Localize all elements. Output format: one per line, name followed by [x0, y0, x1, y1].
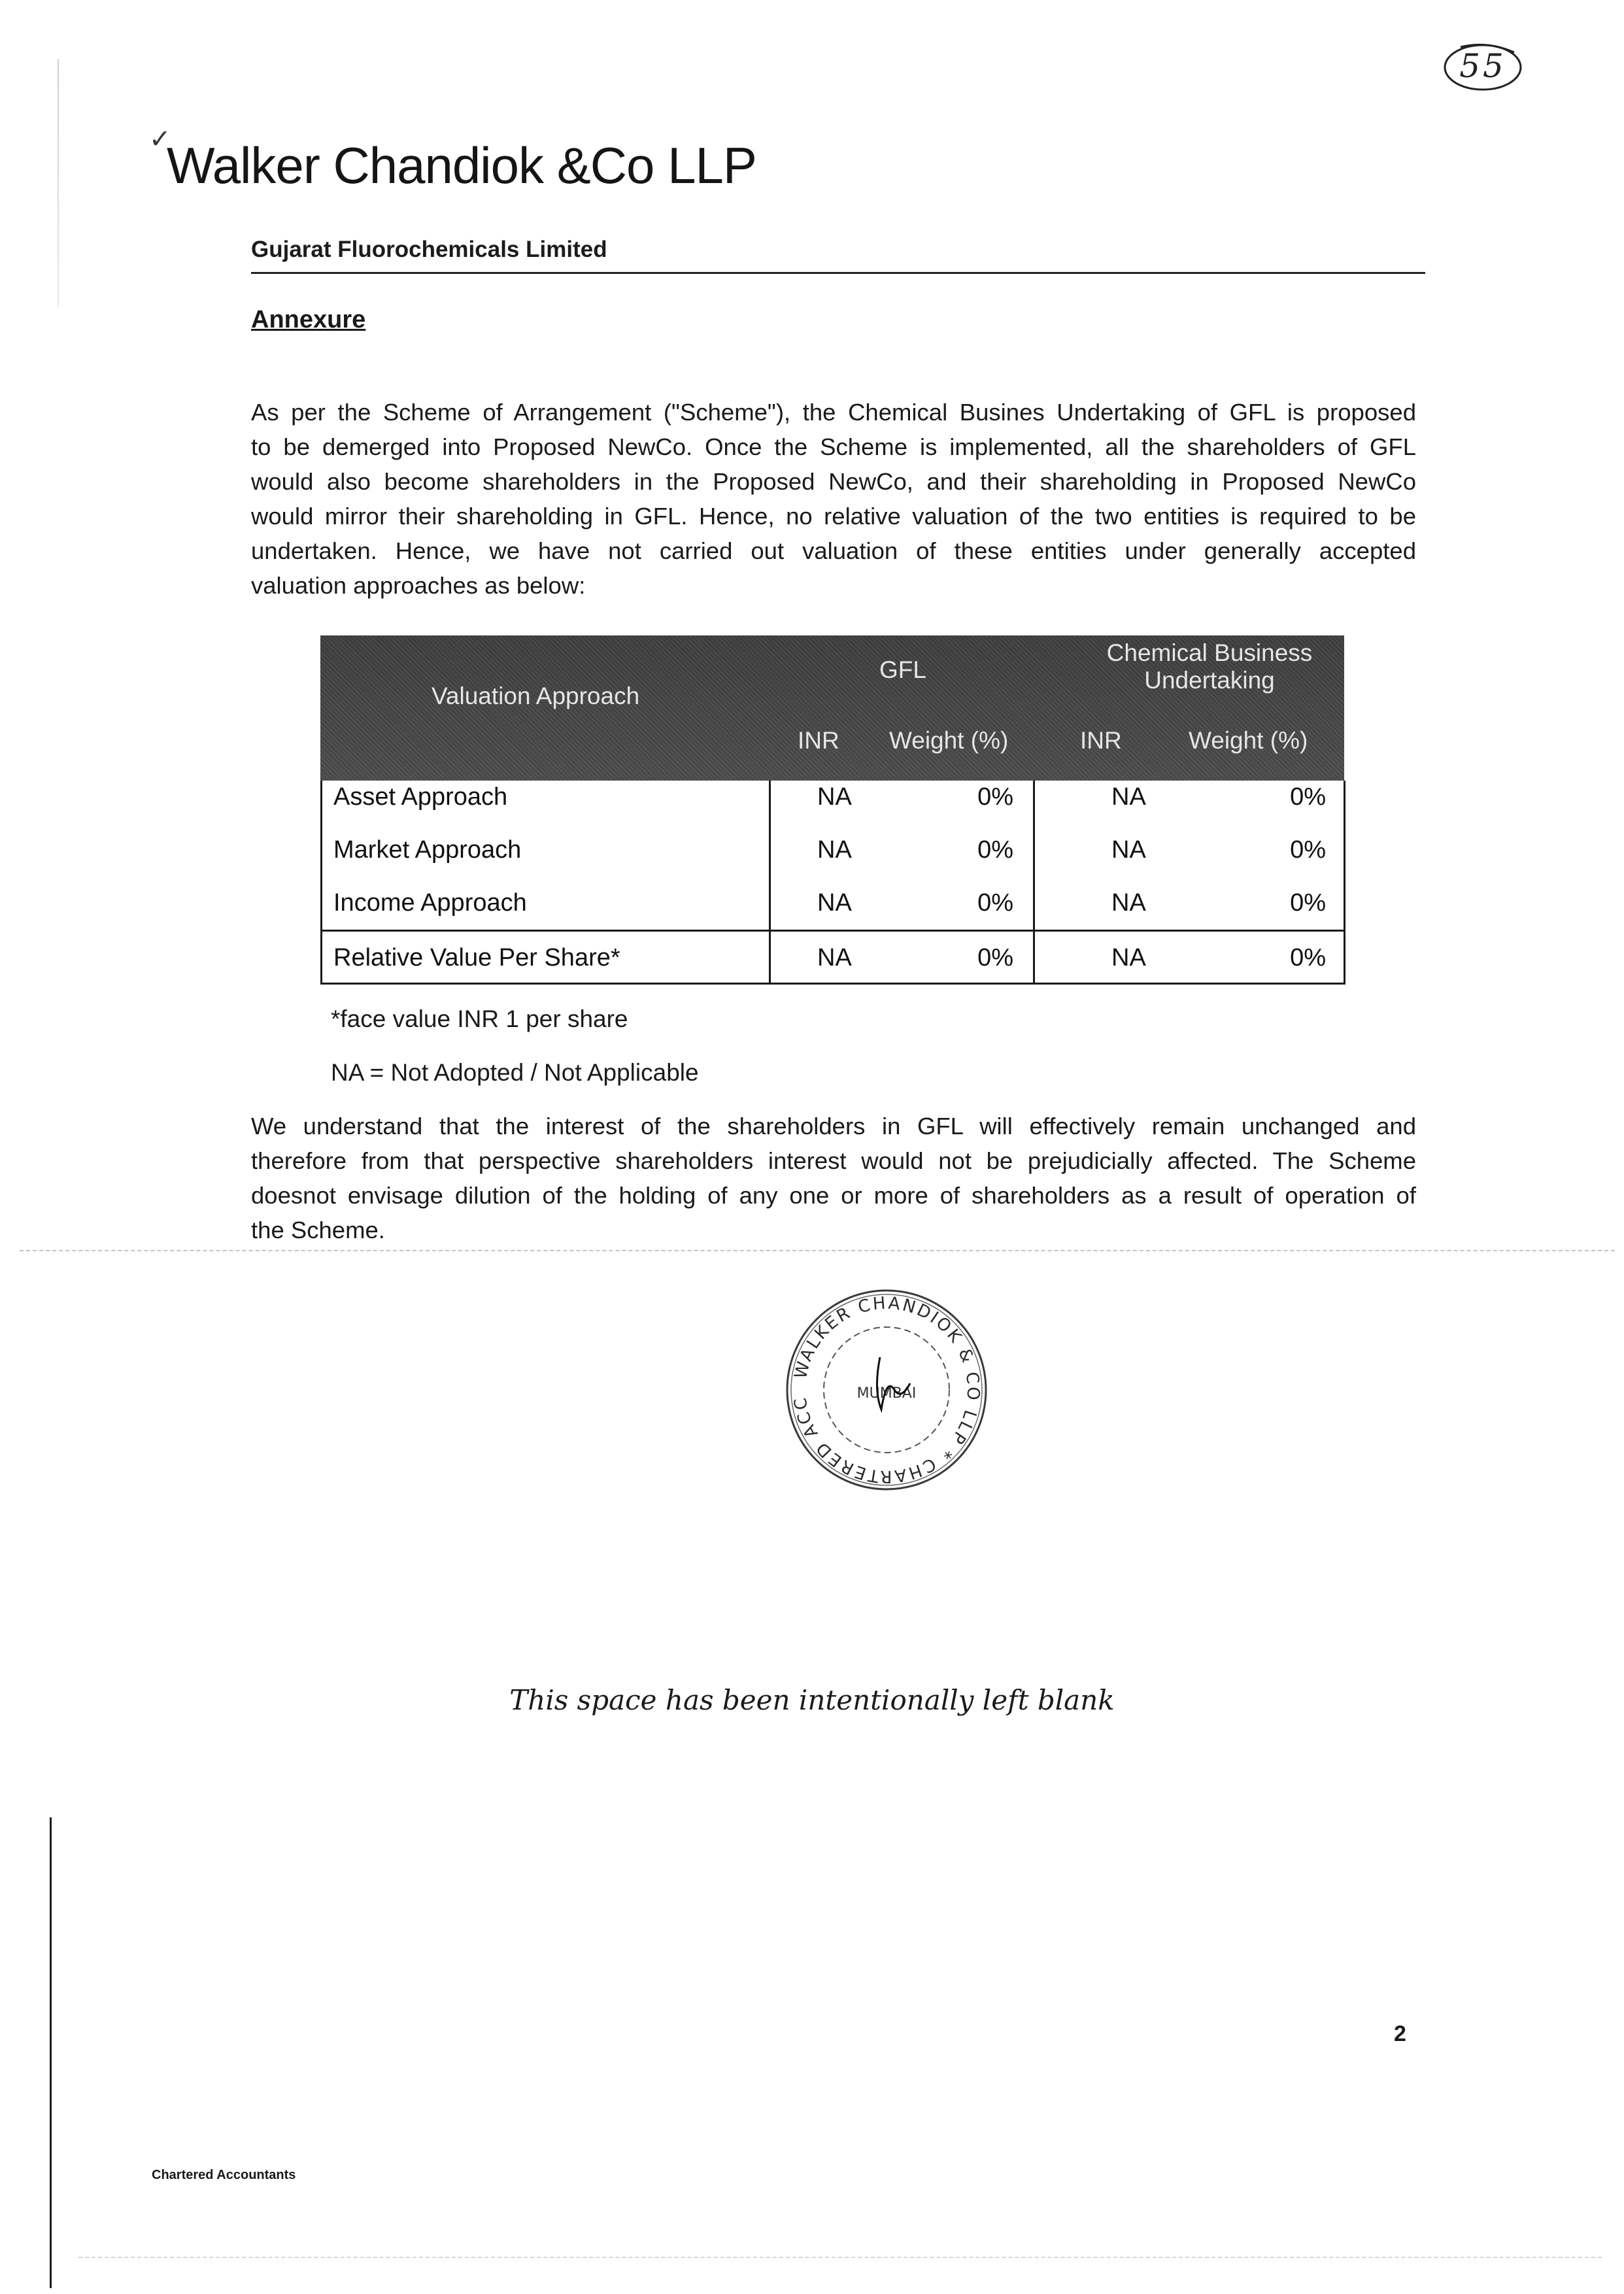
- cbu-weight-value: 0%: [1290, 889, 1326, 917]
- header-cbu-weight: Weight (%): [1189, 727, 1308, 754]
- intro-paragraph: [251, 395, 1416, 603]
- header-gfl-inr: INR: [798, 727, 839, 754]
- cbu-inr-value: NA: [1111, 836, 1146, 864]
- scan-dashed-line: [20, 1250, 1615, 1251]
- column-divider: [1033, 781, 1035, 985]
- gfl-weight-value: 0%: [977, 889, 1013, 917]
- row-label: Asset Approach: [333, 783, 508, 811]
- header-cbu-line2: Undertaking: [1144, 667, 1275, 694]
- cbu-weight-total: 0%: [1290, 944, 1326, 971]
- cbu-inr-value: NA: [1111, 783, 1146, 811]
- paragraph-line: As per the Scheme of Arrangement ("Scheme"), the Chemical Busines Undertaking of GFL is proposed: [251, 399, 1416, 426]
- row-divider: [320, 930, 1344, 932]
- svg-text:MUMBAI: MUMBAI: [856, 1385, 917, 1402]
- scan-edge-mark: [58, 59, 59, 307]
- scan-edge-mark: [50, 1817, 52, 2288]
- blank-space-note: This space has been intentionally left blank: [509, 1684, 1115, 1716]
- face-value-note: *face value INR 1 per share: [331, 1005, 628, 1032]
- client-name: Gujarat Fluorochemicals Limited: [251, 237, 607, 262]
- paragraph-line: therefore from that perspective shareholders interest would not be prejudicially affected. The Scheme: [251, 1147, 1416, 1174]
- header-cbu-inr: INR: [1080, 727, 1122, 754]
- footer-tagline: Chartered Accountants: [152, 2168, 296, 2182]
- paragraph-line: to be demerged into Proposed NewCo. Once the Scheme is implemented, all the shareholders of GFL: [251, 433, 1416, 460]
- paragraph-line: would mirror their shareholding in GFL. Hence, no relative valuation of the two entities is required to be: [251, 503, 1416, 530]
- gfl-inr-value: NA: [817, 783, 852, 811]
- gfl-inr-total: NA: [817, 944, 852, 971]
- total-row-label: Relative Value Per Share*: [333, 944, 620, 971]
- gfl-weight-value: 0%: [977, 783, 1013, 811]
- table-bottom-border: [320, 983, 1344, 985]
- gfl-inr-value: NA: [817, 889, 852, 917]
- paragraph-line: We understand that the interest of the shareholders in GFL will effectively remain unchanged and: [251, 1113, 1416, 1139]
- valuation-table: [320, 635, 1344, 1002]
- header-cbu-line1: Chemical Business: [1106, 639, 1313, 666]
- paragraph-line: would also become shareholders in the Proposed NewCo, and their shareholding in Proposed NewCo: [251, 468, 1416, 495]
- gfl-weight-value: 0%: [977, 836, 1013, 864]
- na-legend: NA = Not Adopted / Not Applicable: [331, 1059, 699, 1086]
- cbu-inr-value: NA: [1111, 889, 1146, 917]
- header-gfl-weight: Weight (%): [889, 727, 1009, 754]
- table-header: [320, 635, 1344, 781]
- header-valuation-approach: Valuation Approach: [431, 683, 640, 709]
- gfl-weight-total: 0%: [977, 944, 1013, 971]
- paragraph-line: the Scheme.: [251, 1217, 385, 1243]
- section-title: Annexure: [251, 306, 366, 333]
- handwritten-page-mark: [1441, 38, 1525, 94]
- firm-seal: [782, 1285, 991, 1494]
- row-label: Market Approach: [333, 836, 522, 864]
- paragraph-line: undertaken. Hence, we have not carried out valuation of these entities under generally accepted: [251, 537, 1416, 564]
- gfl-inr-value: NA: [817, 836, 852, 864]
- scan-dashed-line: [78, 2257, 1602, 2258]
- row-label: Income Approach: [333, 889, 527, 917]
- page-mark-text: 55: [1459, 47, 1506, 85]
- page-number: 2: [1394, 2021, 1406, 2046]
- paragraph-line: valuation approaches as below:: [251, 572, 586, 599]
- header-divider: [251, 272, 1425, 274]
- paragraph-line: doesnot envisage dilution of the holding of any one or more of shareholders as a result of operation of: [251, 1182, 1416, 1209]
- cbu-weight-value: 0%: [1290, 783, 1326, 811]
- cbu-weight-value: 0%: [1290, 836, 1326, 864]
- cbu-inr-total: NA: [1111, 944, 1146, 971]
- header-gfl: GFL: [879, 656, 926, 683]
- conclusion-paragraph: [251, 1109, 1416, 1247]
- svg-text:WALKER CHANDIOK & CO LLP * CHA: WALKER CHANDIOK & CO LLP * CHARTERED ACC: [790, 1293, 983, 1487]
- tick-mark-icon: ✓: [149, 125, 171, 154]
- column-divider: [769, 781, 771, 985]
- firm-logo: Walker Chandiok &Co LLP: [167, 137, 756, 194]
